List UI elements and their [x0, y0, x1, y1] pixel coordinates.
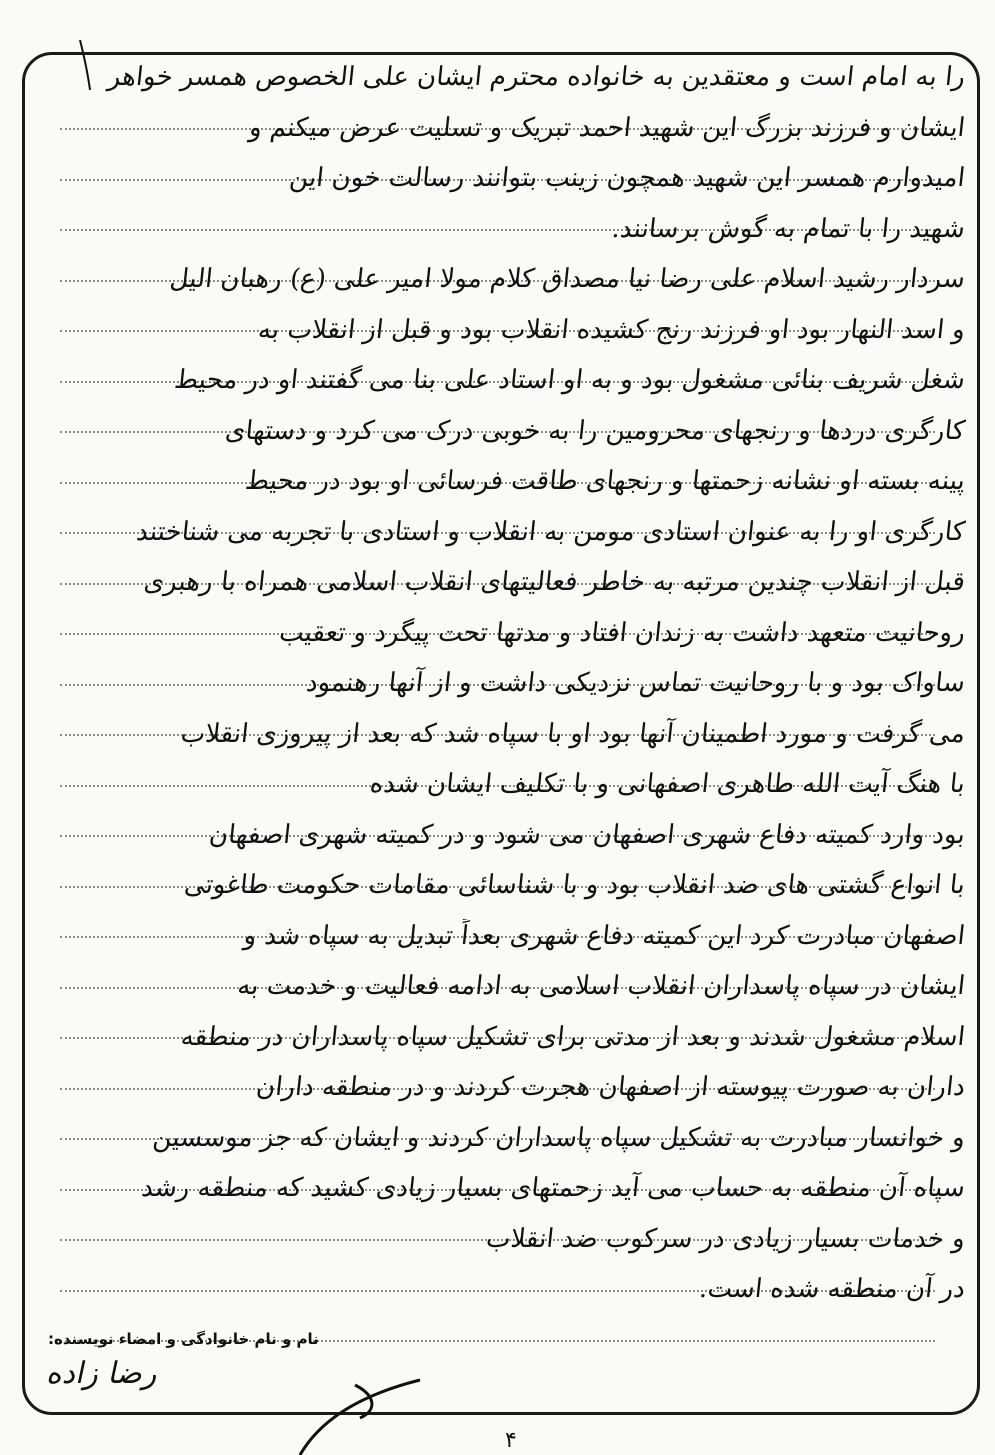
- text-line: داران به صورت پیوسته از اصفهان هجرت کردند و در منطقه داران: [254, 1072, 967, 1102]
- text-line: می گرفت و مورد اطمینان آنها بود او با سپاه شد که بعد از پیروزی انقلاب: [179, 718, 967, 749]
- text-line: اسلام مشغول شدند و بعد از مدتی برای تشکیل سپاه پاسداران در منطقه: [179, 1021, 967, 1052]
- text-line: و اسد النهار بود او فرزند رنج کشیده انقلاب بود و قبل از انقلاب به: [256, 314, 967, 345]
- text-line: اصفهان مبادرت کرد این کمیته دفاع شهری بعداً تبدیل به سپاه شد و: [242, 920, 967, 951]
- page-number: ۴: [505, 1428, 517, 1453]
- text-line: با انواع گشتی های ضد انقلاب بود و با شناسائی مقامات حکومت طاغوتی: [182, 870, 967, 900]
- text-line: بود وارد کمیته دفاع شهری اصفهان می شود و در کمیته شهری اصفهان: [207, 819, 967, 850]
- text-line: پینه بسته او نشانه زحمتها و رنجهای طاقت فرسائی او بود در محیط: [243, 466, 967, 496]
- text-line: روحانیت متعهد داشت به زندان افتاد و مدتها تحت پیگرد و تعقیب: [277, 617, 967, 648]
- text-line: در آن منطقه شده است.: [697, 1274, 967, 1304]
- text-line: کارگری دردها و رنجهای محرومین را به خوبی درک می کرد و دستهای: [223, 415, 967, 446]
- text-line: و خدمات بسیار زیادی در سرکوب ضد انقلاب: [484, 1223, 967, 1254]
- text-line: را به امام است و معتقدین به خانواده محترم ایشان علی الخصوص همسر خواهر: [106, 62, 967, 92]
- text-line: سردار رشید اسلام علی رضا نیا مصداق کلام مولا امیر علی (ع) رهبان الیل: [168, 264, 967, 294]
- text-line: کارگری او را به عنوان استادی مومن به انقلاب و استادی با تجربه می شناختند: [134, 516, 967, 547]
- text-line: با هنگ آیت الله طاهری اصفهانی و با تکلیف ایشان شده: [368, 769, 967, 799]
- text-line: و خوانسار مبادرت به تشکیل سپاه پاسداران کردند و ایشان که جز موسسین: [151, 1122, 967, 1153]
- text-line: شغل شریف بنائی مشغول بود و به او استاد علی بنا می گفتند او در محیط: [172, 365, 967, 395]
- signature-name: رضا زاده: [44, 1356, 163, 1391]
- signature-label: نام و نام خانوادگی و امضاء نویسنده:: [48, 1330, 319, 1348]
- text-line: ساواک بود و با روحانیت تماس نزدیکی داشت و از آنها رهنمود: [304, 668, 967, 698]
- text-line: شهید را با تمام به گوش برسانند.: [610, 213, 967, 244]
- text-line: ایشان در سپاه پاسداران انقلاب اسلامی به ادامه فعالیت و خدمت به: [235, 971, 967, 1001]
- text-line: قبل از انقلاب چندین مرتبه به خاطر فعالیتهای انقلاب اسلامی همراه با رهبری: [142, 567, 967, 597]
- text-line: ایشان و فرزند بزرگ این شهید احمد تبریک و تسلیت عرض میکنم و: [247, 112, 967, 143]
- text-line: سپاه آن منطقه به حساب می آید زحمتهای بسیار زیادی کشید که منطقه رشد: [140, 1173, 967, 1203]
- text-line: امیدوارم همسر این شهید همچون زینب بتوانند رسالت خون این: [287, 163, 967, 193]
